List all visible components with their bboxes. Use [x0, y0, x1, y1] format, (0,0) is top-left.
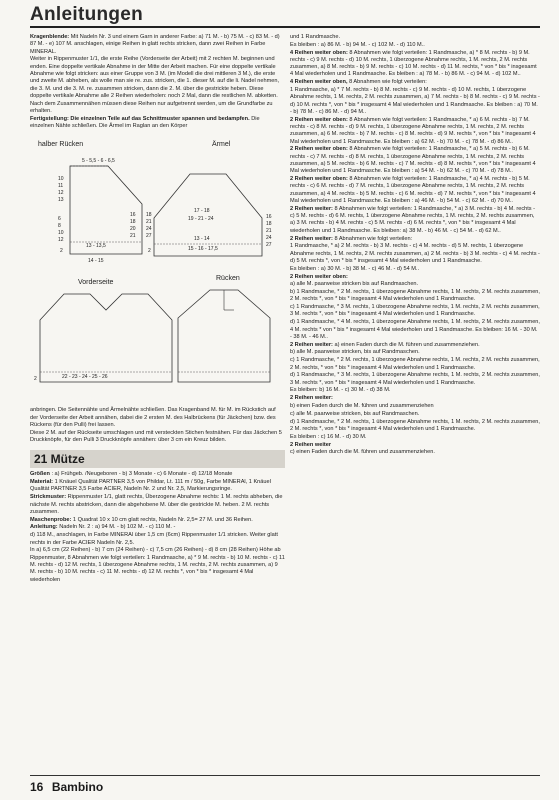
paragraph	[290, 449, 540, 456]
paragraph	[290, 87, 540, 116]
vs-bottom-measure: 22 - 23 - 24 - 25 - 26	[62, 374, 108, 381]
paragraph-heading: Anleitung:	[30, 524, 58, 531]
ae-outline	[154, 174, 262, 256]
paragraph-text: 8 Abnahmen wie folgt verteilen: 1 Randmasche, * a) 6 M. rechts - b) 7 M. rechts - c) 8 M. rechts - d) 9 M. rechts, 1 überzogene Abnahme rechts, 1 M. rechts, 2 M. rechts zusammen, a) 6 M. rechts - b) 7 M. rechts - c) 8 M. rechts - d) 9 M. rechts *, von * bis * insgesamt 4 Mal wiederholen und 1 Randmasche. Es bleiben : a) 62 M. - b) 70 M. - c) 78 M. - d) 86 M..	[290, 116, 536, 145]
paragraph-text: Mit Nadeln Nr. 3 und einem Garn in anderer Farbe: a) 71 M. - b) 75 M. - c) 83 M. - d) 87 M. - e) 107 M. anschlagen, einige Reihen in glatt rechts stricken, dann zwei Reihen in Farbe MINERAL.	[30, 34, 280, 55]
paragraph-text: c) alle M. paarweise stricken, bis auf Randmaschen.	[290, 410, 420, 417]
label-halber-ruecken: halber Rücken	[38, 141, 84, 149]
paragraph	[290, 442, 540, 449]
section-21-title: 21 Mütze	[30, 450, 285, 468]
ae-inner-3: 13 - 14	[194, 236, 210, 243]
ae-inner-2: 19 - 21 - 24	[188, 216, 214, 223]
paragraph-text: Weiter in Rippenmuster 1/1, die erste Reihe (Vorderseite der Arbeit) mit 2 rechten M. beginnen und enden. Eine doppelte vertikale Abnahme in der Mitte der Arbeit machen. Für eine doppelte vertikale Abnahme wie folgt stricken: aus einer Gruppe von 3 M. (im Modell die drei mittleren 3 M.), die erste und zweite M. abheben, als wolle man sie re. zus. stricken, die 1. dieser M. auf die li. Nadel nehmen, die 3. M. und die 3. M. re. zusammen stricken, dann die 2. M. über die gestrickte heben. Diese doppelte vertikale Abnahme alle 2 Reihen wiederholen: noch 2 Mal, dann die restlichen M. abketten.	[30, 56, 280, 99]
paragraph	[290, 176, 540, 205]
hr-right-0: 18	[146, 212, 152, 219]
paragraph	[290, 34, 540, 41]
ae-inner-1: 17 - 18	[194, 208, 210, 215]
paragraph-heading: Größen	[30, 471, 50, 478]
paragraph	[290, 79, 540, 86]
paragraph-text: Es bleiben : a) 30 M. - b) 38 M. - c) 46 M. - d) 54 M..	[290, 265, 420, 272]
left-top-text	[30, 34, 285, 130]
paragraph	[290, 243, 540, 265]
paragraph-text: Rippenmuster 1/1, glatt rechts, Überzogene Abnahme rechts: 1 M. rechts abheben, die nächste M. rechts abstricken, dann die abgehobene M. über die gestrickte M. heben. 2 M. rechts zusammen.	[30, 494, 283, 515]
hr-left-3: 13	[58, 197, 64, 204]
page-title: Anleitungen	[30, 4, 144, 25]
paragraph	[290, 146, 540, 175]
hr-left-5: 8	[58, 223, 61, 230]
page-number: 16	[30, 780, 44, 794]
right-column	[290, 34, 540, 457]
paragraph-text: d) 118 M., anschlagen, in Farbe MINERAl über 1,5 cm (6cm) Rippenmuster 1/1 stricken. Weiter glatt rechts in der Farbe ACIER Nadeln Nr. 2,5.	[30, 532, 278, 546]
paragraph-heading: 2 Reihen weiter:	[290, 235, 333, 242]
paragraph-text: b) 1 Randmasche, * 2 M. rechts, 1 überzogene Abnahme rechts, 1 M. rechts, 2 M. rechts zusammen, 2 M. rechts *, von * bis * insgesamt 4 Mal wiederholen und 1 Randmasche.	[290, 289, 540, 303]
paragraph	[30, 34, 285, 56]
paragraph	[290, 236, 540, 243]
paragraph-heading: 2 Reihen weiter oben:	[290, 176, 348, 183]
hr-right-2: 24	[146, 226, 152, 233]
hr-left-0: 10	[58, 176, 64, 183]
paragraph-text: 8 Abnahmen wie folgt verteilen:	[332, 235, 413, 242]
vs-left-rib: 2	[34, 376, 37, 383]
paragraph	[290, 319, 540, 341]
paragraph	[290, 419, 540, 434]
paragraph-heading: 2 Reihen weiter oben:	[290, 116, 348, 123]
hr-outline	[70, 166, 142, 254]
paragraph-text: b) alle M. paarweise stricken, bis auf Randmaschen.	[290, 349, 420, 356]
paragraph	[30, 471, 285, 478]
hr-bottom-1: 13 - 13,5	[86, 243, 106, 250]
label-ruecken: Rücken	[216, 275, 240, 283]
paragraph-heading: Material:	[30, 479, 54, 486]
paragraph-text: d) 1 Randmasche, * 4 M. rechts, 1 überzogene Abnahme rechts, 1 M. rechts, 2 M. rechts zusammen, 4 M. rechts * von * bis * insgesamt 4 Mal wiederholen und 1 Randmasche. Es bleiben: 16 M. - 30 M. - 38 M. - 46 M..	[290, 319, 540, 340]
hr-bottom-2: 14 - 15	[88, 258, 104, 265]
ae-right-2: 21	[266, 228, 272, 235]
ae-inner-4: 15 - 16 - 17,5	[188, 246, 218, 253]
page-footer	[30, 778, 540, 796]
paragraph	[290, 372, 540, 387]
paragraph-text: d) 1 Randmasche, * 2 M. rechts, 1 überzogene Abnahme rechts, 1 M. rechts, 2 M. rechts zusammen, 2 M. rechts *, von * bis * insgesamt 4 Mal wiederholen und 1 Randmasche.	[290, 418, 540, 432]
ae-right-measures	[266, 214, 272, 248]
paragraph-text: 1 Knäuel Qualität PARTNER 3,5 von Phildar, Lt. 111 m / 50g, Farbe MINERAl, 1 Knäuel Qualität PARTNER 3,5 Farbe ACIER, Nadeln Nr. 2 und Nr. 2,5, Markierungsringe.	[30, 479, 271, 493]
paragraph	[290, 289, 540, 304]
paragraph-heading: 2 Reihen weiter:	[290, 395, 333, 402]
paragraph	[30, 524, 285, 531]
ae-left-rib: 2	[148, 248, 151, 255]
paragraph-heading: 4 Reihen weiter oben:	[290, 49, 348, 56]
paragraph-heading: 2 Reihen weiter:	[290, 341, 333, 348]
left-bottom-text	[30, 407, 285, 444]
hr-left-6: 10	[58, 230, 64, 237]
paragraph	[290, 266, 540, 273]
pattern-diagrams	[30, 134, 285, 404]
section-21-text	[30, 471, 285, 583]
pattern-diagrams-svg	[30, 134, 285, 404]
paragraph	[30, 517, 285, 524]
paragraph	[30, 532, 285, 547]
paragraph-text: 8 Abnahmen wie folgt verteilen: 1 Randmasche, a) * 8 M. rechts - b) 9 M. rechts - c) 9 M. rechts - d) 10 M. rechts, 1 überzogene Abnahme rechts, 1 M. rechts, 2 M. rechts zusammen, a) 8 M. rechts - b) 9 M. rechts - c) 10 M. rechts - d) 11 M. rechts, * von * bis * insgesamt 4 Mal wiederholen und 1 Randmasche. Es bleiben : a) 78 M. - b) 86 M. - c) 94 M. - d) 102 M..	[290, 49, 537, 78]
ae-right-3: 24	[266, 235, 272, 242]
hr-right2-0: 16	[130, 212, 136, 219]
paragraph-text: 1 Randmasche, a) * 7 M. rechts - b) 8 M. rechts - c) 9 M. rechts - d) 10 M. rechts, 1 überzogene Abnahme rechts, 1 M. rechts, 2 M. rechts zusammen, a) 7 M. rechts - b) 8 M. rechts - c) 9 M. rechts - d) 10 M. rechts *, von * bis * insgesamt 4 Mal wiederholen und 1 Randmasche. Es bleiben : a) 70 M. - b) 78 M. - c) 86 M. - d) 94 M..	[290, 87, 540, 115]
paragraph-text: Nadeln Nr. 2 : a) 94 M. - b) 102 M. - c) 110 M. -	[57, 524, 176, 531]
ae-right-4: 27	[266, 242, 272, 249]
paragraph	[290, 42, 540, 49]
paragraph	[290, 349, 540, 356]
hr-right-1: 21	[146, 219, 152, 226]
paragraph	[290, 206, 540, 235]
paragraph	[30, 56, 285, 100]
hr-right2-2: 20	[130, 226, 136, 233]
hr-left-2: 12	[58, 190, 64, 197]
paragraph-heading: Kragenblende:	[30, 34, 70, 40]
label-aermel: Ärmel	[212, 141, 231, 149]
hr-right2-3: 21	[130, 233, 136, 240]
paragraph-text: a) alle M. paarweise stricken bis auf Randmaschen.	[290, 281, 419, 288]
paragraph-heading: 4 Reihen weiter oben,	[290, 79, 348, 86]
paragraph	[290, 434, 540, 441]
page-header	[0, 0, 559, 30]
paragraph-text: Es bleiben : a) 86 M. - b) 94 M. - c) 102 M. - d) 110 M..	[290, 41, 425, 48]
paragraph-text: 8 Abnahmen wie folgt verteilen: 1 Randmasche, * a) 5 M. rechts - b) 6 M. rechts - c) 7 M. rechts - d) 8 M. rechts, 1 überzogene Abnahme rechts, 1 M. rechts, 2 M. rechts zusammen, a) 5 M. rechts - b) 6 M. rechts - c) 7 M. rechts - d) 8 M. rechts *, von * bis * insgesamt 4 Mal wiederholen und 1 Randmasche. Es bleiben : a) 54 M. - b) 62 M. - c) 70 M. - d) 78 M..	[290, 146, 536, 175]
paragraph	[290, 50, 540, 79]
paragraph	[30, 101, 285, 116]
header-rule	[30, 26, 540, 28]
paragraph	[290, 411, 540, 418]
paragraph-text: 8 Abnahmen wie folgt verteilen:	[347, 79, 427, 86]
paragraph-heading: 2 Reihen weiter oben:	[290, 273, 348, 280]
paragraph-text: und 1 Randmasche.	[290, 34, 341, 40]
footer-rule	[30, 775, 540, 776]
paragraph-text: 1 Quadrat 10 x 10 cm glatt rechts, Nadeln Nr. 2,5= 27 M. und 36 Reihen.	[71, 516, 253, 523]
paragraph	[290, 403, 540, 410]
paragraph	[290, 117, 540, 146]
hr-left-4: 6	[58, 216, 61, 223]
hr-right-measures	[130, 212, 152, 239]
hr-top-measure: 5 - 5,5 - 6 - 6,5	[82, 158, 115, 165]
left-column	[30, 34, 285, 584]
paragraph-text: c) 1 Randmasche, * 2 M. rechts, 1 überzogene Abnahme rechts, 1 M. rechts, 2 M. rechts zusammen, 2 M. rechts, * von * bis * insgesamt 4 Mal wiederholen und 1 Randmasche.	[290, 357, 540, 371]
paragraph	[30, 430, 285, 445]
paragraph	[30, 407, 285, 429]
paragraph	[30, 547, 285, 583]
vs-outline	[40, 294, 172, 382]
paragraph-heading: 2 Reihen weiter	[290, 441, 332, 448]
paragraph-text: d) 1 Randmasche, * 3 M. rechts, 1 überzogene Abnahme rechts, 1 M. rechts, 2 M. rechts zusammen, 3 M. rechts *, von * bis * insgesamt 4 Mal wiederholen und 1 Randmasche.	[290, 372, 540, 386]
hr-left-rib: 2	[60, 248, 63, 255]
paragraph-text: a) einen Faden durch die M. führen und zusammenziehen.	[332, 341, 480, 348]
ae-right-1: 18	[266, 221, 272, 228]
magazine-name: Bambino	[51, 780, 104, 794]
paragraph-text: Es bleiben: b) 16 M. - c) 30 M. - d) 38 M.	[290, 387, 391, 394]
paragraph-text: Die einzelnen Nähte schließen. Die Ärmel im Raglan an den Körper	[30, 115, 260, 130]
hr-left-measures	[58, 176, 64, 254]
hr-left-1: 11	[58, 183, 64, 190]
paragraph-text: b) einen Faden durch die M. führen und zusammenziehen	[290, 403, 434, 410]
paragraph-heading: 2 Reihen weiter oben:	[290, 146, 348, 153]
paragraph	[30, 494, 285, 516]
paragraph-heading: Maschenprobe:	[30, 516, 72, 523]
paragraph	[290, 281, 540, 288]
paragraph-text: : a) Frühgeb. /Neugeboren - b) 3 Monate - c) 6 Monate - d) 12/18 Monate	[49, 471, 233, 478]
paragraph	[290, 395, 540, 402]
paragraph	[290, 387, 540, 394]
paragraph-text: 8 Abnahmen wie folgt verteilen: 1 Randmasche, * a) 4 M. rechts - b) 5 M. rechts - c) 6 M. rechts - d) 7 M. rechts, 1 überzogene Abnahme rechts, 1 M. rechts, 2 M. rechts zusammen, a) 4 M. rechts - b) 5 M. rechts - c) 6 M. rechts - d) 7 M. rechts *, von * bis * insgesamt 4 Mal wiederholen und 1 Randmasche. Es bleiben : a) 46 M. - b) 54 M. - c) 62 M. - d) 70 M..	[290, 176, 536, 205]
paragraph-heading: 2 Reihen weiter:	[290, 205, 333, 212]
paragraph-text: 1 Randmasche, * a) 2 M. rechts - b) 3 M. rechts - c) 4 M. rechts - d) 5 M. rechts, 1 überzogene Abnahme rechts, 1 M. rechts, 2 M. rechts zusammen, a) 2 M. rechts - b) 3 M. rechts - c) 4 M. rechts - d) 5 M. rechts *, von * bis * insgesamt 4 Mal wiederholen und 1 Randmasche.	[290, 243, 540, 264]
paragraph	[30, 116, 285, 131]
paragraph	[290, 274, 540, 281]
paragraph-text: Diese 2 M. auf der Rückseite umschlagen und mit versteckten Stichen festnähen. Für das Jäckchen 5 Druckknöpfe, für den Pulli 3 Druckknöpfe annähen: über 3 cm ein Kreuz bilden.	[30, 429, 282, 444]
hr-right-3: 27	[146, 233, 152, 240]
paragraph-text: anbringen. Die Seitennähte und Ärmelnähte schließen. Das Kragenband M. für M. im Rückstich auf der Vorderseite der Arbeit annähen, dabei die 2 ersten M. des Halbrückens (für Jäckchen) bzw. des Rückens (für den Pulli) frei lassen.	[30, 407, 276, 428]
paragraph	[290, 342, 540, 349]
paragraph	[290, 357, 540, 372]
paragraph-heading: Strickmuster:	[30, 494, 67, 501]
paragraph	[30, 479, 285, 494]
paragraph-text: Nach dem Zusammennähen müssen diese Reihen nur aufgetrennt werden, um die Grundfarbe zu erhalten.	[30, 100, 273, 114]
paragraph-text: c) 1 Randmasche, * 3 M. rechts, 1 überzogene Abnahme rechts, 1 M. rechts, 2 M. rechts zusammen, 3 M. rechts *, von * bis * insgesamt 4 Mal wiederholen und 1 Randmasche.	[290, 304, 540, 318]
paragraph-text: 8 Abnahmen wie folgt verteilen: 1 Randmasche, * a) 3 M. rechts - b) 4 M. rechts - c) 5 M. rechts - d) 6 M. rechts, 1 überzogene Abnahme rechts, 1 M. rechts, 2 M. rechts zusammen, a) 3 M. rechts - b) 4 M. rechts - c) 5 M. rechts - d) 6 M. rechts *, von * bis * insgesamt 4 Mal wiederholen und 1 Randmasche. Es bleiben: a) 38 M. - b) 46 M. - c) 54 M. - d) 62 M..	[290, 205, 535, 234]
paragraph-text: In a) 6,5 cm (22 Reihen) - b) 7 cm (24 Reihen) - c) 7,5 cm (26 Reihen) - d) 8 cm (28 Reihen) Höhe ab Rippenmuster, 8 Abnahmen wie folgt verteilen: 1 Randmasche, a) * 9 M. rechts - b) 10 M. rechts - c) 11 M. rechts - d) 12 M. rechts, 1 überzogene Abnahme rechts, 1 M. rechts, 2 M. rechts zusammen, a) 9 M. rechts - b) 10 M. rechts - c) 11 M. rechts - d) 12 M. rechts *, von * bis * insgesamt 4 Mal wiederholen	[30, 547, 285, 583]
ae-right-0: 16	[266, 214, 272, 221]
paragraph-heading: Fertigstellung: Die einzelnen Teile auf das Schnittmuster spannen und bedampfen.	[30, 115, 250, 122]
hr-right2-1: 18	[130, 219, 136, 226]
paragraph	[290, 304, 540, 319]
label-vorderseite: Vorderseite	[78, 279, 114, 287]
paragraph-text: c) einen Faden durch die M. führen und zusammenziehen.	[290, 449, 435, 456]
hr-left-7: 12	[58, 237, 64, 244]
paragraph-text: Es bleiben : c) 16 M. - d) 30 M.	[290, 433, 367, 440]
right-column-text	[290, 34, 540, 457]
